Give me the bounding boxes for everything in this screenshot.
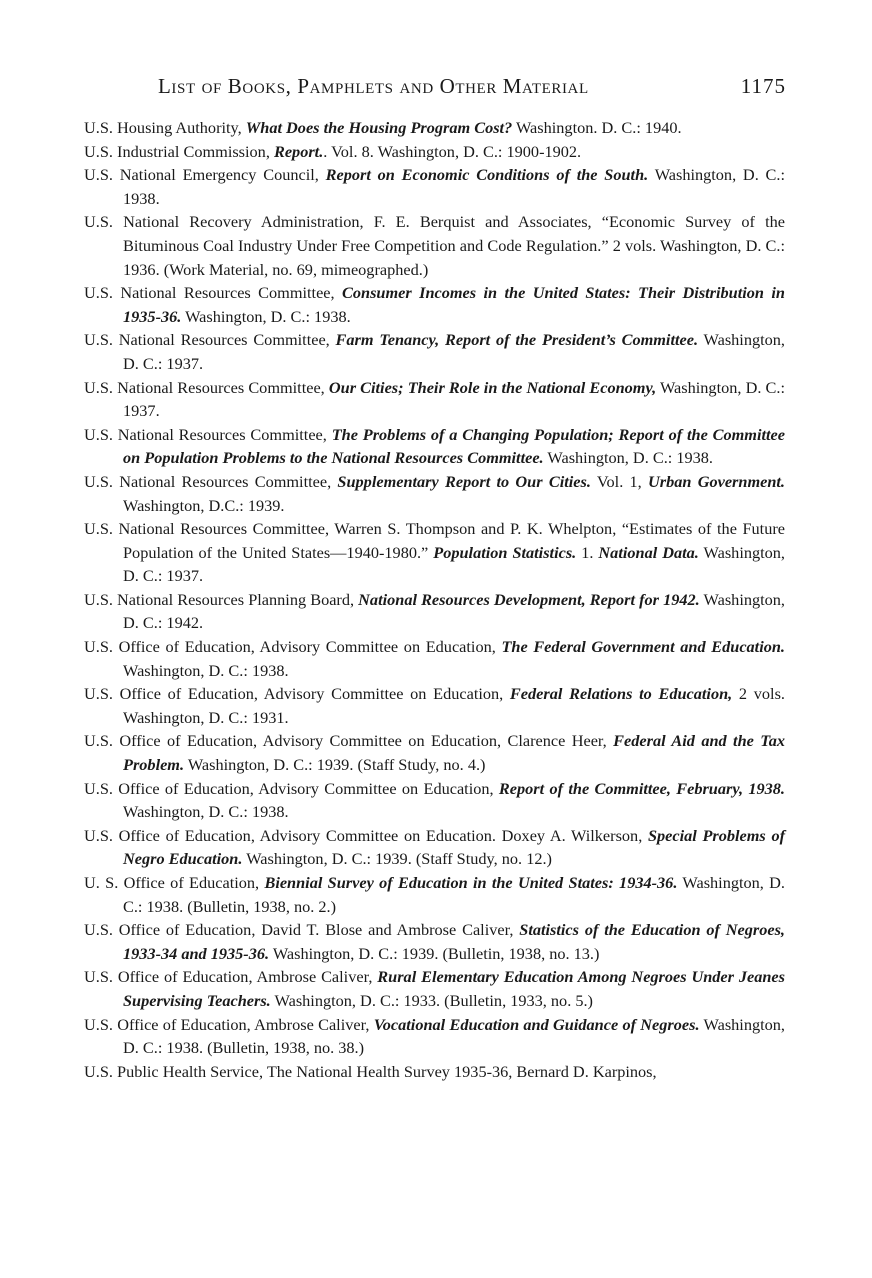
bibliography-entry: [84, 210, 785, 281]
bibliography-entry: [84, 140, 785, 164]
bibliography-entry: [84, 163, 785, 210]
entry-text: Washington, D. C.: 1938.: [181, 306, 351, 326]
entry-text: U.S. Office of Education, David T. Blose and Ambrose Caliver,: [84, 920, 520, 940]
entry-title: The Problems of a Changing Population; Report of the Committee on Population Problems to the National Resources Committee.: [123, 424, 785, 468]
bibliography-entry: [84, 517, 785, 588]
entry-text: Washington, D. C.: 1938.: [123, 802, 289, 822]
entry-title: Federal Relations to Education,: [509, 684, 733, 704]
entry-text: U.S. National Resources Committee,: [84, 424, 332, 444]
entry-title: Urban Government.: [648, 471, 785, 491]
entry-title: Rural Elementary Education Among Negroes Under Jeanes Supervising Teachers.: [123, 967, 785, 1010]
entry-title: Farm Tenancy, Report of the President’s Committee.: [335, 330, 699, 350]
bibliography-entry: [84, 1060, 785, 1084]
entry-text: Washington, D. C.: 1939. (Staff Study, no. 12.): [242, 849, 552, 869]
entry-text: U.S. Office of Education, Advisory Committee on Education. Doxey A. Wilkerson,: [84, 825, 648, 845]
page-number: 1175: [740, 74, 786, 98]
entry-text: Washington, D. C.: 1938. (Bulletin, 1938, no. 2.): [123, 873, 785, 916]
entry-title: Report on Economic Conditions of the South.: [325, 165, 649, 185]
running-header: [158, 74, 786, 108]
entry-text: . Vol. 8. Washington, D. C.: 1900-1902.: [323, 141, 582, 161]
entry-title: Supplementary Report to Our Cities.: [337, 471, 591, 491]
entry-text: U.S. National Recovery Administration, F. E. Berquist and Associates, “Economic Survey of the Bituminous Coal Industry Under Free Competition and Code Regulation.” 2 vols. Washington, D. C.: 1936. (Work Material, no. 69, mimeographed.): [84, 212, 785, 279]
bibliography-entry: [84, 729, 785, 776]
header-title: List of Books, Pamphlets and Other Material: [158, 74, 589, 98]
entry-title: Statistics of the Education of Negroes, 1933-34 and 1935-36.: [123, 920, 785, 963]
entry-text: Washington, D. C.: 1937.: [123, 542, 785, 586]
entry-title: Our Cities; Their Role in the National Economy,: [328, 377, 657, 397]
entry-text: U.S. National Resources Committee, Warren S. Thompson and P. K. Whelpton, “Estimates of the Future Population of the United States—1940-1980.”: [84, 519, 785, 562]
entry-text: 1.: [576, 542, 599, 562]
entry-text: U.S. Industrial Commission,: [84, 141, 274, 161]
entry-title: The Federal Government and Education.: [501, 637, 785, 657]
bibliography-entry: [84, 965, 785, 1012]
bibliography-entry: [84, 918, 785, 965]
entry-text: Washington, D. C.: 1938.: [123, 660, 289, 680]
entry-title: Biennial Survey of Education in the United States: 1934-36.: [264, 873, 678, 892]
entry-text: U.S. Housing Authority,: [84, 118, 246, 137]
entry-text: Washington, D. C.: 1938.: [543, 448, 713, 468]
entry-text: Washington, D. C.: 1939. (Bulletin, 1938, no. 13.): [269, 943, 600, 963]
entry-text: Washington, D. C.: 1938.: [123, 165, 785, 208]
entry-text: Washington, D. C.: 1937.: [123, 377, 785, 421]
entry-title: National Resources Development, Report for 1942.: [358, 589, 700, 609]
bibliography-entry: [84, 682, 785, 729]
bibliography-entry: [84, 281, 785, 328]
entry-text: U.S. Office of Education, Ambrose Caliver,: [84, 967, 378, 987]
entry-text: U.S. National Resources Planning Board,: [84, 589, 359, 609]
entry-text: Washington, D. C.: 1939. (Staff Study, no. 4.): [184, 755, 486, 775]
entry-text: U.S. National Resources Committee,: [84, 330, 336, 350]
entry-title: Special Problems of Negro Education.: [123, 825, 786, 869]
bibliography-entry: [84, 376, 785, 423]
entry-text: U.S. Office of Education, Ambrose Caliver,: [84, 1014, 374, 1034]
entry-title: What Does the Housing Program Cost?: [245, 118, 513, 137]
bibliography-list: [84, 116, 785, 1083]
bibliography-entry: [84, 328, 785, 375]
entry-text: U.S. Office of Education, Advisory Committee on Education,: [84, 637, 502, 657]
bibliography-entry: [84, 635, 785, 682]
entry-title: Federal Aid and the Tax Problem.: [123, 731, 785, 775]
entry-title: National Data.: [598, 542, 699, 562]
bibliography-entry: [84, 871, 785, 918]
entry-text: 2 vols. Washington, D. C.: 1931.: [123, 684, 785, 727]
bibliography-entry: [84, 588, 785, 635]
entry-text: U.S. Public Health Service, The National Health Survey 1935-36, Bernard D. Karpinos,: [84, 1061, 657, 1081]
entry-text: U.S. Office of Education, Advisory Committee on Education,: [84, 778, 499, 798]
entry-text: Washington, D. C.: 1933. (Bulletin, 1933, no. 5.): [270, 990, 593, 1010]
entry-text: U.S. National Emergency Council,: [84, 165, 326, 185]
entry-text: Washington. D. C.: 1940.: [512, 118, 682, 137]
entry-text: U.S. Office of Education, Advisory Committee on Education, Clarence Heer,: [84, 731, 614, 751]
entry-text: Washington, D.C.: 1939.: [123, 495, 285, 515]
entry-text: U. S. Office of Education,: [84, 873, 265, 892]
entry-title: Report.: [273, 141, 324, 161]
entry-title: Report of the Committee, February, 1938.: [498, 778, 785, 798]
entry-text: Washington, D. C.: 1942.: [123, 589, 785, 633]
entry-title: Vocational Education and Guidance of Negroes.: [373, 1014, 700, 1034]
entry-text: Vol. 1,: [590, 471, 649, 491]
entry-title: Population Statistics.: [433, 542, 577, 562]
entry-text: Washington, D. C.: 1938. (Bulletin, 1938, no. 38.): [123, 1014, 785, 1058]
bibliography-entry: [84, 423, 785, 470]
entry-title: Consumer Incomes in the United States: Their Distribution in 1935-36.: [123, 283, 785, 326]
entry-text: Washington, D. C.: 1937.: [123, 330, 785, 373]
bibliography-entry: [84, 116, 785, 140]
entry-text: U.S. National Resources Committee,: [84, 471, 338, 491]
bibliography-entry: [84, 1013, 785, 1060]
entry-text: U.S. National Resources Committee,: [84, 377, 329, 397]
entry-text: U.S. National Resources Committee,: [84, 283, 343, 303]
bibliography-entry: [84, 470, 785, 517]
bibliography-entry: [84, 777, 785, 824]
bibliography-entry: [84, 824, 785, 871]
entry-text: U.S. Office of Education, Advisory Committee on Education,: [84, 684, 510, 704]
